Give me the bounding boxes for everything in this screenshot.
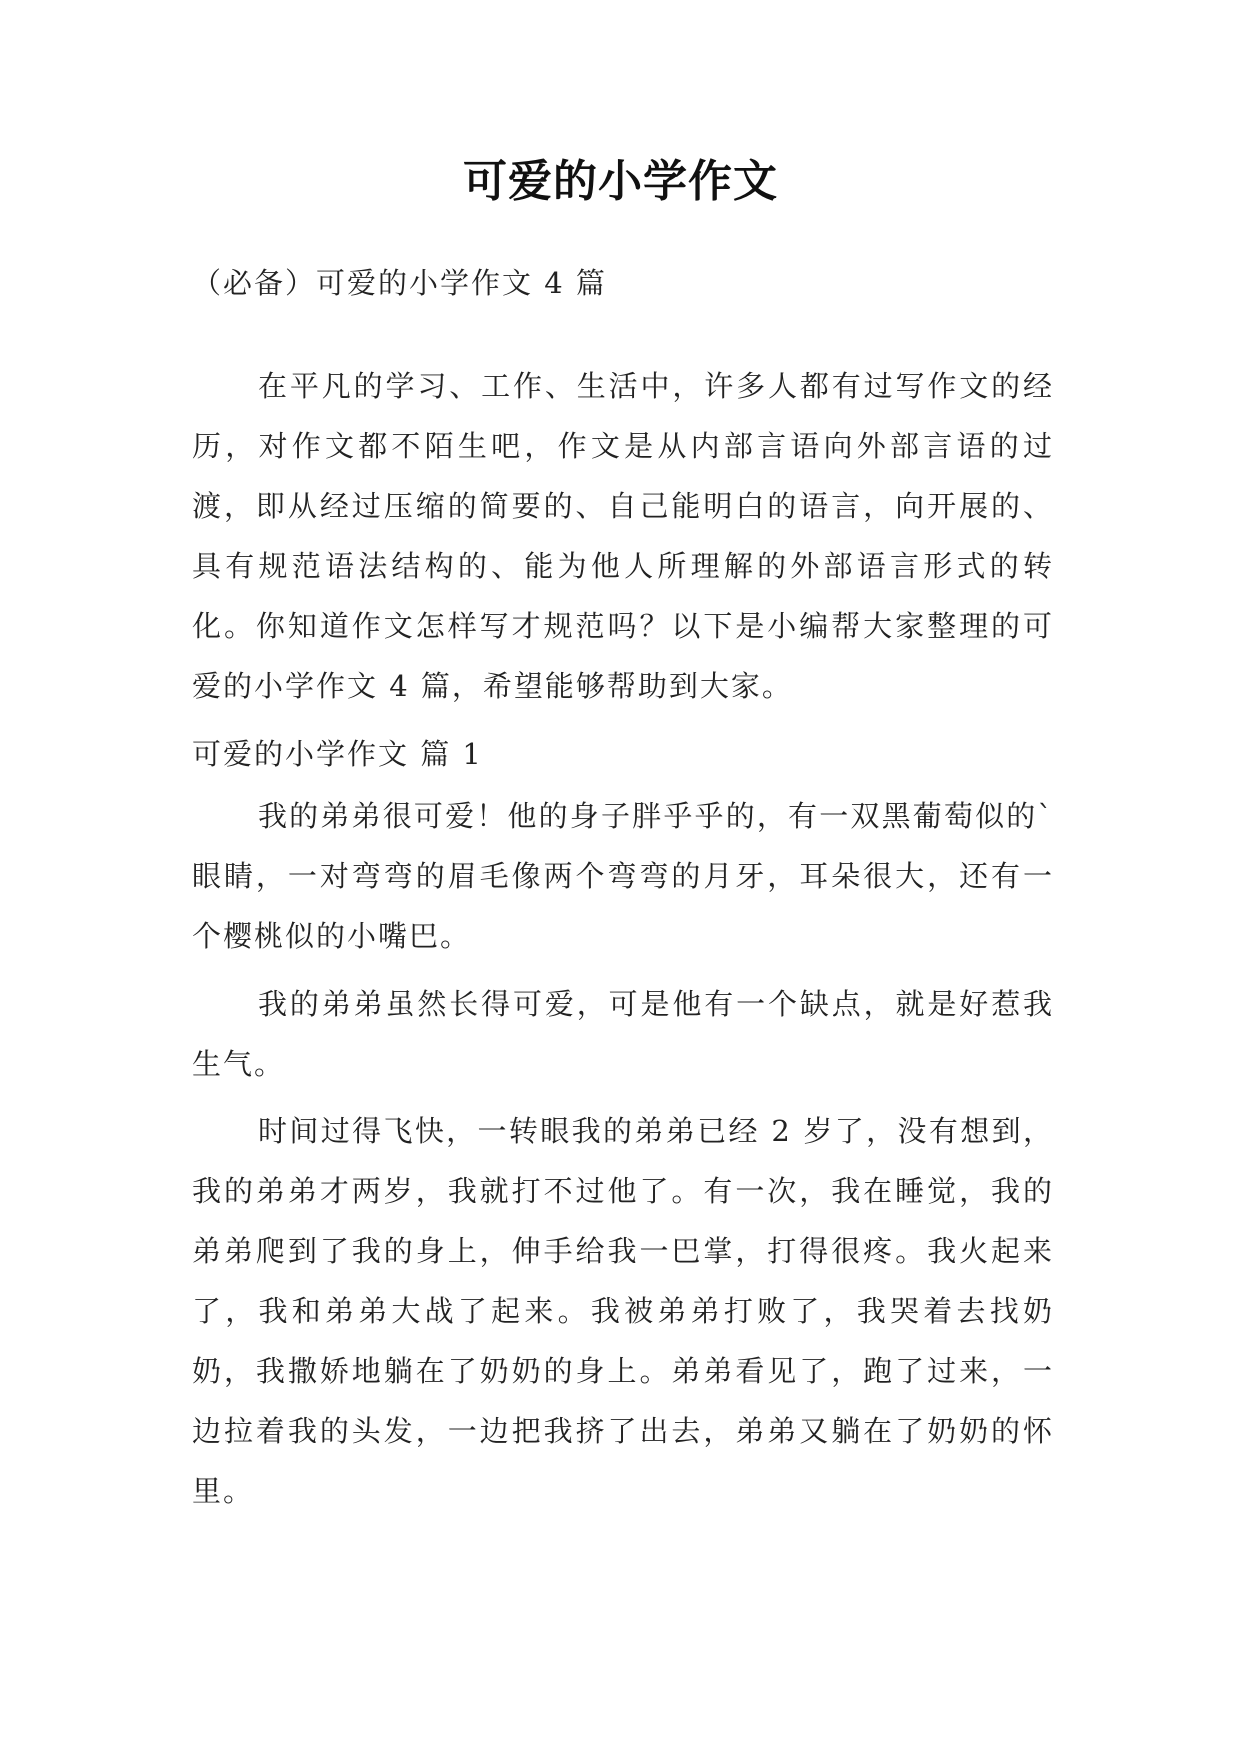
document-subtitle: （必备）可爱的小学作文 4 篇 [192, 266, 607, 300]
intro-paragraph: 在平凡的学习、工作、生活中，许多人都有过写作文的经历，对作文都不陌生吧，作文是从内部言语向外部言语的过渡，即从经过压缩的简要的、自己能明白的语言，向开展的、具有规范语法结构的、能为他人所理解的外部语言形式的转化。你知道作文怎样写才规范吗？以下是小编帮大家整理的可爱的小学作文 4 篇，希望能够帮助到大家。 [192, 369, 1054, 703]
body-paragraph: 我的弟弟虽然长得可爱，可是他有一个缺点，就是好惹我生气。 [192, 987, 1054, 1081]
body-paragraph: 我的弟弟很可爱！他的身子胖乎乎的，有一双黑葡萄似的`眼睛，一对弯弯的眉毛像两个弯弯的月牙，耳朵很大，还有一个樱桃似的小嘴巴。 [192, 799, 1054, 953]
section-heading: 可爱的小学作文 篇 1 [192, 737, 483, 771]
body-paragraph: 时间过得飞快，一转眼我的弟弟已经 2 岁了，没有想到，我的弟弟才两岁，我就打不过他了。有一次，我在睡觉，我的弟弟爬到了我的身上，伸手给我一巴掌，打得很疼。我火起来了，我和弟弟大战了起来。我被弟弟打败了，我哭着去找奶奶，我撒娇地躺在了奶奶的身上。弟弟看见了，跑了过来，一边拉着我的头发，一边把我挤了出去，弟弟又躺在了奶奶的怀里。 [192, 1114, 1054, 1508]
document-title: 可爱的小学作文 [463, 156, 778, 207]
